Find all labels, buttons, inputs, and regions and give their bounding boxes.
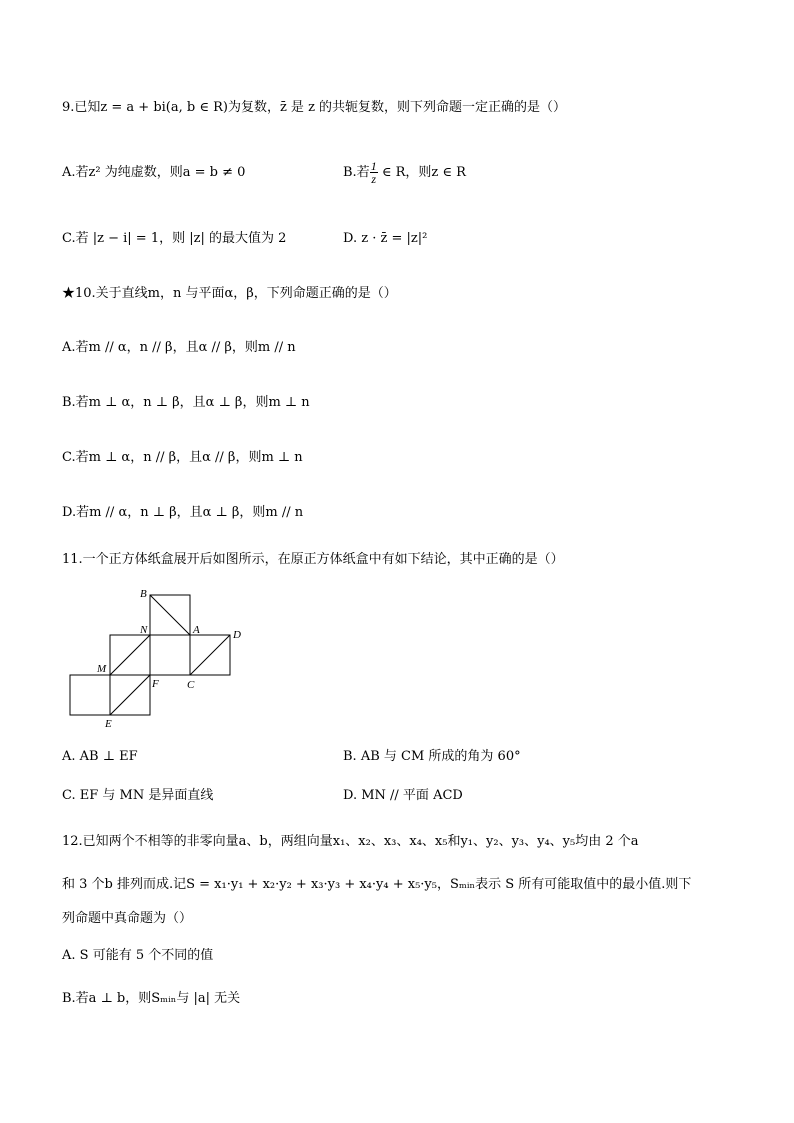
cube-net-figure (60, 585, 260, 735)
q9-stem: 9.已知z = a + bi(a, b ∈ R)为复数，z̄ 是 z 的共轭复数，则下列命题一定正确的是（） (62, 100, 567, 115)
q10-option-a: A.若m // α，n // β，且α // β，则m // n (62, 340, 296, 355)
q12-option-b: B.若a ⊥ b，则Sₘᵢₙ与 |a| 无关 (62, 991, 241, 1006)
net-square-mid-2 (150, 635, 190, 675)
net-diagonal-m-n (110, 635, 150, 675)
q10-option-c: C.若m ⊥ α，n // β，且α // β，则m ⊥ n (62, 450, 303, 465)
q9-option-b-fraction (370, 160, 378, 185)
q11-option-a: A. AB ⊥ EF (62, 749, 138, 764)
q9-option-d: D. z · z̄ = |z|² (343, 231, 428, 246)
q9-option-a: A.若z² 为纯虚数，则a = b ≠ 0 (62, 165, 246, 180)
q9-option-b-suffix: ∈ R，则z ∈ R (377, 165, 466, 180)
q11-option-c: C. EF 与 MN 是异面直线 (62, 788, 214, 803)
q11-option-d: D. MN // 平面 ACD (343, 788, 463, 803)
q10-stem: ★10.关于直线m，n 与平面α，β，下列命题正确的是（） (62, 286, 397, 301)
point-label-a: A (193, 624, 200, 636)
point-label-b: B (140, 588, 147, 600)
point-label-e: E (105, 718, 112, 730)
q11-stem: 11.一个正方体纸盒展开后如图所示，在原正方体纸盒中有如下结论，其中正确的是（） (62, 552, 564, 567)
point-label-f: F (152, 678, 159, 690)
net-diagonal-c-d (190, 635, 230, 675)
fraction-denominator: z (371, 172, 377, 186)
q12-option-a: A. S 可能有 5 个不同的值 (62, 948, 214, 963)
point-label-m: M (97, 663, 107, 675)
q9-option-c: C.若 |z − i| = 1，则 |z| 的最大值为 2 (62, 231, 287, 246)
q12-stem-line-3: 列命题中真命题为（） (62, 911, 193, 926)
q11-option-b: B. AB 与 CM 所成的角为 60° (343, 749, 521, 764)
net-square-bottom-1 (70, 675, 110, 715)
q9-option-b (343, 160, 466, 185)
point-label-c: C (187, 679, 195, 691)
q10-option-b: B.若m ⊥ α，n ⊥ β，且α ⊥ β，则m ⊥ n (62, 395, 310, 410)
q12-stem-line-1: 12.已知两个不相等的非零向量a、b，两组向量x₁、x₂、x₃、x₄、x₅和y₁、y₂、y₃、y₄、y₅均由 2 个a (62, 834, 639, 849)
q12-stem-line-2: 和 3 个b 排列而成.记S = x₁·y₁ + x₂·y₂ + x₃·y₃ + x₄·y₄ + x₅·y₅，Sₘᵢₙ表示 S 所有可能取值中的最小值.则下 (62, 877, 692, 892)
net-diagonal-bn-a (150, 595, 190, 635)
point-label-d: D (233, 629, 241, 641)
point-label-n: N (140, 624, 148, 636)
fraction-numerator: 1 (370, 159, 377, 173)
q9-option-b-prefix: B.若 (343, 165, 370, 180)
q10-option-d: D.若m // α，n ⊥ β，且α ⊥ β，则m // n (62, 505, 304, 520)
net-diagonal-e-f (110, 675, 150, 715)
